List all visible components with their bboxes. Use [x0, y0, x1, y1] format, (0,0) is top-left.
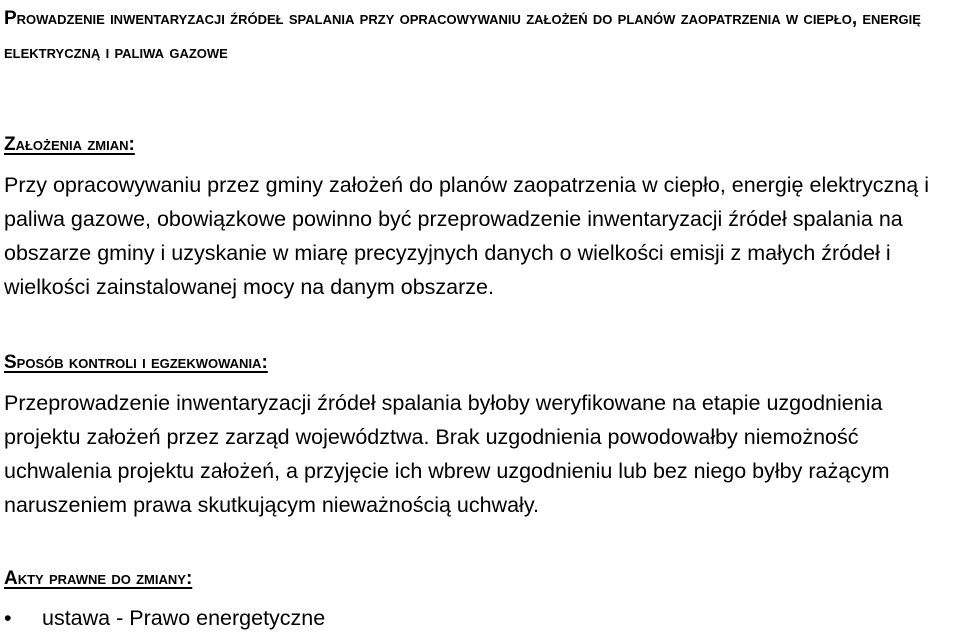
- section-text-sposob-kontroli: Przeprowadzenie inwentaryzacji źródeł spalania byłoby weryfikowane na etapie uzgodnienia projektu założeń przez zarząd województwa. Brak uzgodnienia powodowałby niemożność uchwalenia projektu założeń, a przyjęcie ich wbrew uzgodnieniu lub bez niego byłby rażącym naruszeniem prawa skutkującym nieważnością uchwały.: [4, 391, 890, 517]
- list-item-label: ustawa - Prawo energetyczne: [42, 606, 326, 630]
- section-heading-zalozenia-zmian: Założenia zmian:: [4, 134, 135, 155]
- section-text-zalozenia-zmian: Przy opracowywaniu przez gminy założeń do planów zaopatrzenia w ciepło, energię elektryczną i paliwa gazowe, obowiązkowe powinno być przeprowadzenie inwentaryzacji źródeł spalania na obszarze gminy i uzyskanie w miarę precyzyjnych danych o wielkości emisji z małych źródeł i wielkości zainstalowanej mocy na danym obszarze.: [4, 173, 929, 299]
- legal-acts-list: [4, 601, 325, 635]
- bullet-icon: •: [4, 606, 12, 630]
- section-heading-akty-prawne: Akty prawne do zmiany:: [4, 568, 193, 589]
- section-heading-sposob-kontroli: Sposób kontroli i egzekwowania:: [4, 352, 268, 373]
- list-item: [4, 601, 325, 635]
- document-title: Prowadzenie inwentaryzacji źródeł spalania przy opracowywaniu założeń do planów zaopatrzenia w ciepło, energię elektryczną i paliwa gazowe: [4, 8, 921, 63]
